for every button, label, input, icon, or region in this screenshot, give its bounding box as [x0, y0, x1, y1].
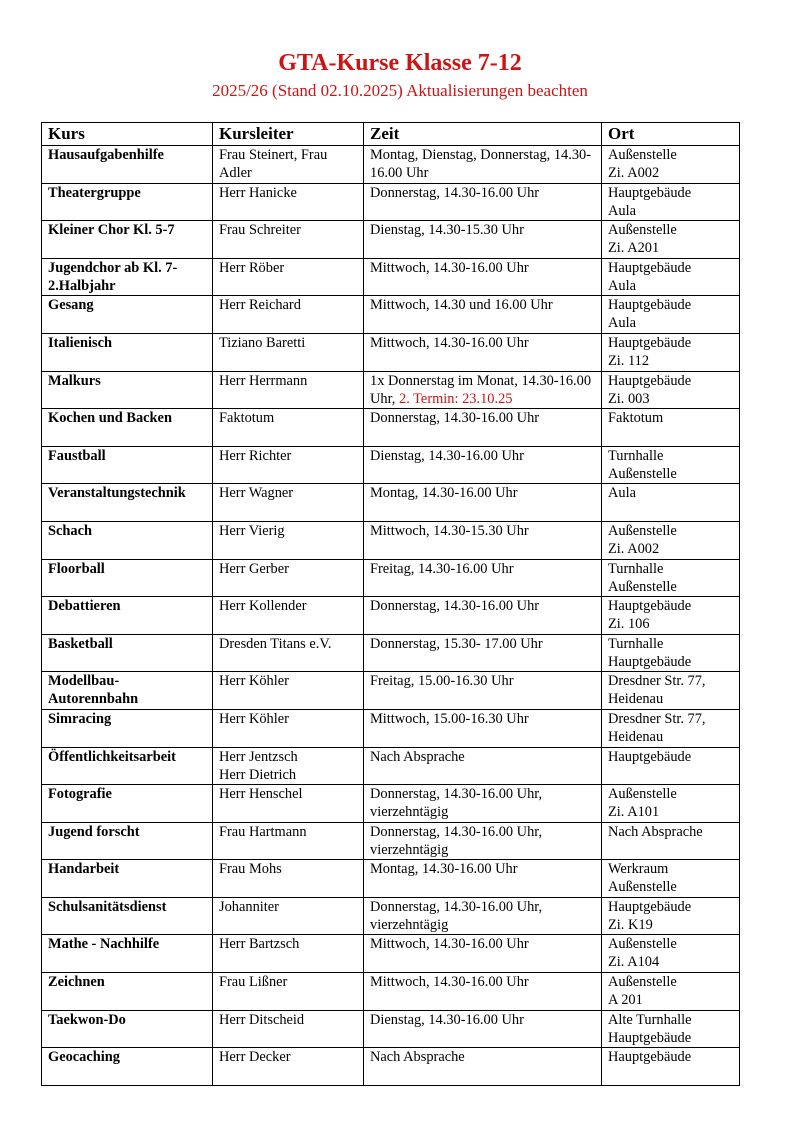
cell-kursleiter: [213, 296, 364, 334]
cell-kurs: Zeichnen: [42, 973, 213, 1011]
ort-line: Außenstelle: [608, 936, 677, 953]
cell-kurs: Debattieren: [42, 597, 213, 635]
ort-line: Nach Absprache: [608, 823, 703, 840]
column-header-kursleiter: Kursleiter: [213, 123, 364, 146]
cell-zeit: [364, 860, 602, 898]
column-header-kurs: Kurs: [42, 123, 213, 146]
page-subtitle: 2025/26 (Stand 02.10.2025) Aktualisierungen beachten: [212, 81, 588, 100]
zeit-line: Mittwoch, 14.30-16.00 Uhr: [370, 974, 529, 991]
table-row: [42, 935, 740, 973]
cell-zeit: [364, 634, 602, 672]
cell-zeit: [364, 446, 602, 484]
ort-line: Hauptgebäude: [608, 334, 692, 351]
cell-kursleiter: [213, 409, 364, 447]
cell-ort: [602, 183, 740, 221]
table-row: [42, 371, 740, 409]
ort-line: Außenstelle: [608, 578, 677, 595]
cell-kursleiter: [213, 559, 364, 597]
table-row: [42, 747, 740, 785]
zeit-line: Mittwoch, 14.30-16.00 Uhr: [370, 936, 529, 953]
cell-kursleiter: [213, 1048, 364, 1086]
zeit-line: Dienstag, 14.30-16.00 Uhr: [370, 447, 524, 464]
zeit-line: Freitag, 15.00-16.30 Uhr: [370, 673, 514, 690]
zeit-line: Donnerstag, 15.30- 17.00 Uhr: [370, 635, 543, 652]
cell-kursleiter: [213, 860, 364, 898]
table-row: [42, 409, 740, 447]
kursleiter-line: Faktotum: [219, 410, 275, 427]
zeit-line: Donnerstag, 14.30-16.00 Uhr,: [370, 786, 543, 803]
cell-kurs: Geocaching: [42, 1048, 213, 1086]
zeit-line: Mittwoch, 14.30-15.30 Uhr: [370, 522, 529, 539]
cell-ort: [602, 371, 740, 409]
cell-kursleiter: [213, 183, 364, 221]
cell-ort: [602, 521, 740, 559]
cell-zeit: [364, 973, 602, 1011]
zeit-line: Mittwoch, 14.30 und 16.00 Uhr: [370, 297, 553, 314]
kursleiter-line: Herr Henschel: [219, 786, 303, 803]
table-row: [42, 1010, 740, 1048]
table-row: [42, 333, 740, 371]
kursleiter-line: Herr Jentzsch: [219, 748, 298, 765]
ort-line: Zi. A101: [608, 804, 660, 821]
cell-zeit: [364, 258, 602, 296]
cell-ort: [602, 484, 740, 522]
cell-zeit: [364, 221, 602, 259]
cell-zeit: [364, 521, 602, 559]
zeit-line: Donnerstag, 14.30-16.00 Uhr: [370, 598, 540, 615]
kursleiter-line: Tiziano Baretti: [219, 334, 306, 351]
kursleiter-line: Herr Gerber: [219, 560, 289, 577]
ort-line: Außenstelle: [608, 974, 677, 991]
kursleiter-line: Johanniter: [219, 898, 279, 915]
cell-kurs: Theatergruppe: [42, 183, 213, 221]
cell-kurs: Schach: [42, 521, 213, 559]
cell-ort: [602, 1048, 740, 1086]
cell-ort: [602, 1010, 740, 1048]
cell-zeit: [364, 484, 602, 522]
cell-zeit: [364, 709, 602, 747]
kursleiter-line: Herr Vierig: [219, 522, 285, 539]
zeit-line: vierzehntägig: [370, 804, 449, 821]
course-table: [41, 122, 740, 1086]
cell-ort: [602, 672, 740, 710]
ort-line: Zi. A201: [608, 240, 660, 257]
cell-kurs: Italienisch: [42, 333, 213, 371]
cell-ort: [602, 822, 740, 860]
kursleiter-line: Herr Röber: [219, 259, 285, 276]
zeit-line: Freitag, 14.30-16.00 Uhr: [370, 560, 514, 577]
kursleiter-line: Herr Dietrich: [219, 766, 297, 783]
cell-kurs: Handarbeit: [42, 860, 213, 898]
cell-ort: [602, 146, 740, 184]
cell-zeit: [364, 1048, 602, 1086]
cell-zeit: [364, 747, 602, 785]
table-header-row: [42, 123, 740, 146]
kursleiter-line: Frau Hartmann: [219, 823, 307, 840]
zeit-line: Montag, 14.30-16.00 Uhr: [370, 861, 518, 878]
cell-ort: [602, 897, 740, 935]
table-row: [42, 822, 740, 860]
ort-line: Aula: [608, 485, 636, 502]
ort-line: Hauptgebäude: [608, 259, 692, 276]
ort-line: Turnhalle: [608, 635, 664, 652]
cell-kursleiter: [213, 709, 364, 747]
zeit-line: Donnerstag, 14.30-16.00 Uhr,: [370, 823, 543, 840]
cell-zeit: [364, 371, 602, 409]
table-row: [42, 221, 740, 259]
zeit-line: Donnerstag, 14.30-16.00 Uhr: [370, 410, 540, 427]
cell-zeit: [364, 1010, 602, 1048]
ort-line: Zi. K19: [608, 916, 653, 933]
page-title: GTA-Kurse Klasse 7-12: [278, 50, 522, 76]
cell-kursleiter: [213, 935, 364, 973]
zeit-line: Montag, 14.30-16.00 Uhr: [370, 485, 518, 502]
cell-kursleiter: [213, 634, 364, 672]
table-row: [42, 146, 740, 184]
cell-zeit: [364, 822, 602, 860]
ort-line: Faktotum: [608, 410, 664, 427]
cell-kurs: Schulsanitätsdienst: [42, 897, 213, 935]
cell-ort: [602, 860, 740, 898]
cell-ort: [602, 935, 740, 973]
ort-line: Alte Turnhalle: [608, 1011, 692, 1028]
cell-zeit: [364, 296, 602, 334]
ort-line: Hauptgebäude: [608, 1049, 692, 1066]
zeit-line: Mittwoch, 14.30-16.00 Uhr: [370, 259, 529, 276]
cell-kurs: Kleiner Chor Kl. 5-7: [42, 221, 213, 259]
zeit-line: Montag, Dienstag, Donnerstag, 14.30-16.00 Uhr: [370, 147, 592, 181]
kursleiter-line: Frau Mohs: [219, 861, 282, 878]
cell-kursleiter: [213, 146, 364, 184]
course-rows: [42, 146, 740, 1086]
ort-line: Turnhalle: [608, 447, 664, 464]
table-row: [42, 634, 740, 672]
cell-ort: [602, 709, 740, 747]
cell-kursleiter: [213, 521, 364, 559]
ort-line: Zi. A104: [608, 954, 660, 971]
cell-kurs: Mathe - Nachhilfe: [42, 935, 213, 973]
cell-ort: [602, 634, 740, 672]
ort-line: Außenstelle: [608, 786, 677, 803]
cell-kursleiter: [213, 822, 364, 860]
column-header-ort: Ort: [602, 123, 740, 146]
table-row: [42, 897, 740, 935]
kursleiter-line: Herr Bartzsch: [219, 936, 300, 953]
ort-line: Hauptgebäude: [608, 598, 692, 615]
zeit-line: Dienstag, 14.30-16.00 Uhr: [370, 1011, 524, 1028]
cell-kursleiter: [213, 258, 364, 296]
table-row: [42, 785, 740, 823]
kursleiter-line: Herr Hanicke: [219, 184, 297, 201]
cell-zeit: [364, 409, 602, 447]
ort-line: Aula: [608, 315, 636, 332]
cell-zeit: [364, 935, 602, 973]
cell-ort: [602, 296, 740, 334]
cell-ort: [602, 446, 740, 484]
zeit-note: 2. Termin: 23.10.25: [399, 390, 513, 407]
cell-zeit: [364, 785, 602, 823]
cell-kurs: Basketball: [42, 634, 213, 672]
zeit-line: Nach Absprache: [370, 748, 465, 765]
cell-kurs: Jugend forscht: [42, 822, 213, 860]
cell-zeit: [364, 559, 602, 597]
cell-kursleiter: [213, 747, 364, 785]
cell-zeit: [364, 672, 602, 710]
cell-kursleiter: [213, 333, 364, 371]
cell-kurs: Hausaufgabenhilfe: [42, 146, 213, 184]
cell-kurs: Taekwon-Do: [42, 1010, 213, 1048]
table-row: [42, 860, 740, 898]
ort-line: Zi. 003: [608, 390, 650, 407]
cell-kurs: Gesang: [42, 296, 213, 334]
ort-line: Zi. 112: [608, 352, 650, 369]
kursleiter-line: Herr Ditscheid: [219, 1011, 305, 1028]
table-row: [42, 559, 740, 597]
zeit-line: Donnerstag, 14.30-16.00 Uhr: [370, 184, 540, 201]
ort-line: Zi. A002: [608, 540, 660, 557]
cell-kursleiter: [213, 484, 364, 522]
kursleiter-line: Herr Herrmann: [219, 372, 308, 389]
ort-line: Zi. A002: [608, 165, 660, 181]
ort-line: Dresdner Str. 77,: [608, 673, 706, 690]
ort-line: Dresdner Str. 77,: [608, 710, 706, 727]
ort-line: Außenstelle: [608, 222, 677, 239]
cell-kurs: Malkurs: [42, 371, 213, 409]
ort-line: Hauptgebäude: [608, 184, 692, 201]
zeit-line: Mittwoch, 14.30-16.00 Uhr: [370, 334, 529, 351]
ort-line: Hauptgebäude: [608, 1029, 692, 1046]
cell-kurs: Floorball: [42, 559, 213, 597]
zeit-line: vierzehntägig: [370, 841, 449, 858]
cell-kursleiter: [213, 371, 364, 409]
ort-line: Außenstelle: [608, 879, 677, 896]
ort-line: Hauptgebäude: [608, 372, 692, 389]
table-row: [42, 258, 740, 296]
cell-kurs: Modellbau-Autorennbahn: [42, 672, 213, 710]
ort-line: Außenstelle: [608, 522, 677, 539]
cell-ort: [602, 559, 740, 597]
ort-line: Hauptgebäude: [608, 653, 692, 670]
zeit-line: Nach Absprache: [370, 1049, 465, 1066]
ort-line: Heidenau: [608, 691, 664, 708]
cell-zeit: [364, 597, 602, 635]
table-row: [42, 521, 740, 559]
kursleiter-line: Herr Richter: [219, 447, 292, 464]
cell-kurs: Veranstaltungstechnik: [42, 484, 213, 522]
ort-line: Hauptgebäude: [608, 297, 692, 314]
cell-ort: [602, 333, 740, 371]
kursleiter-line: Herr Köhler: [219, 673, 289, 690]
table-row: [42, 597, 740, 635]
cell-kursleiter: [213, 897, 364, 935]
ort-line: Turnhalle: [608, 560, 664, 577]
kursleiter-line: Herr Wagner: [219, 485, 294, 502]
cell-kurs: Öffentlichkeitsarbeit: [42, 747, 213, 785]
ort-line: A 201: [608, 992, 643, 1009]
kursleiter-line: Frau Steinert, Frau Adler: [219, 147, 328, 181]
cell-ort: [602, 409, 740, 447]
cell-kursleiter: [213, 785, 364, 823]
cell-kursleiter: [213, 973, 364, 1011]
cell-kurs: Kochen und Backen: [42, 409, 213, 447]
table-row: [42, 484, 740, 522]
ort-line: Hauptgebäude: [608, 898, 692, 915]
kursleiter-line: Herr Kollender: [219, 598, 307, 615]
ort-line: Hauptgebäude: [608, 748, 692, 765]
table-row: [42, 446, 740, 484]
zeit-line: vierzehntägig: [370, 916, 449, 933]
kursleiter-line: Herr Köhler: [219, 710, 289, 727]
ort-line: Heidenau: [608, 728, 664, 745]
cell-kurs: Simracing: [42, 709, 213, 747]
table-row: [42, 296, 740, 334]
cell-kursleiter: [213, 221, 364, 259]
kursleiter-line: Frau Schreiter: [219, 222, 301, 239]
zeit-line: Donnerstag, 14.30-16.00 Uhr,: [370, 898, 543, 915]
cell-kursleiter: [213, 446, 364, 484]
cell-ort: [602, 973, 740, 1011]
column-header-zeit: Zeit: [364, 123, 602, 146]
ort-line: Werkraum: [608, 861, 669, 878]
ort-line: Aula: [608, 202, 636, 219]
table-row: [42, 1048, 740, 1086]
zeit-line: Dienstag, 14.30-15.30 Uhr: [370, 222, 524, 239]
table-row: [42, 973, 740, 1011]
cell-kurs: Fotografie: [42, 785, 213, 823]
cell-kurs: Jugendchor ab Kl. 7-2.Halbjahr: [42, 258, 213, 296]
cell-zeit: [364, 146, 602, 184]
kursleiter-line: Herr Decker: [219, 1049, 291, 1066]
cell-ort: [602, 747, 740, 785]
ort-line: Zi. 106: [608, 616, 650, 633]
cell-ort: [602, 597, 740, 635]
cell-ort: [602, 221, 740, 259]
zeit-line: Mittwoch, 15.00-16.30 Uhr: [370, 710, 529, 727]
kursleiter-line: Frau Lißner: [219, 974, 288, 991]
cell-zeit: [364, 897, 602, 935]
ort-line: Aula: [608, 277, 636, 294]
cell-zeit: [364, 183, 602, 221]
cell-ort: [602, 785, 740, 823]
cell-kursleiter: [213, 1010, 364, 1048]
cell-zeit: [364, 333, 602, 371]
ort-line: Außenstelle: [608, 465, 677, 482]
kursleiter-line: Dresden Titans e.V.: [219, 635, 332, 652]
table-row: [42, 183, 740, 221]
cell-ort: [602, 258, 740, 296]
kursleiter-line: Herr Reichard: [219, 297, 301, 314]
cell-kurs: Faustball: [42, 446, 213, 484]
cell-kursleiter: [213, 597, 364, 635]
zeit-line: 1x Donnerstag im Monat, 14.30-16.00 Uhr,: [370, 372, 592, 407]
table-row: [42, 672, 740, 710]
table-row: [42, 709, 740, 747]
cell-kursleiter: [213, 672, 364, 710]
ort-line: Außenstelle: [608, 147, 677, 163]
